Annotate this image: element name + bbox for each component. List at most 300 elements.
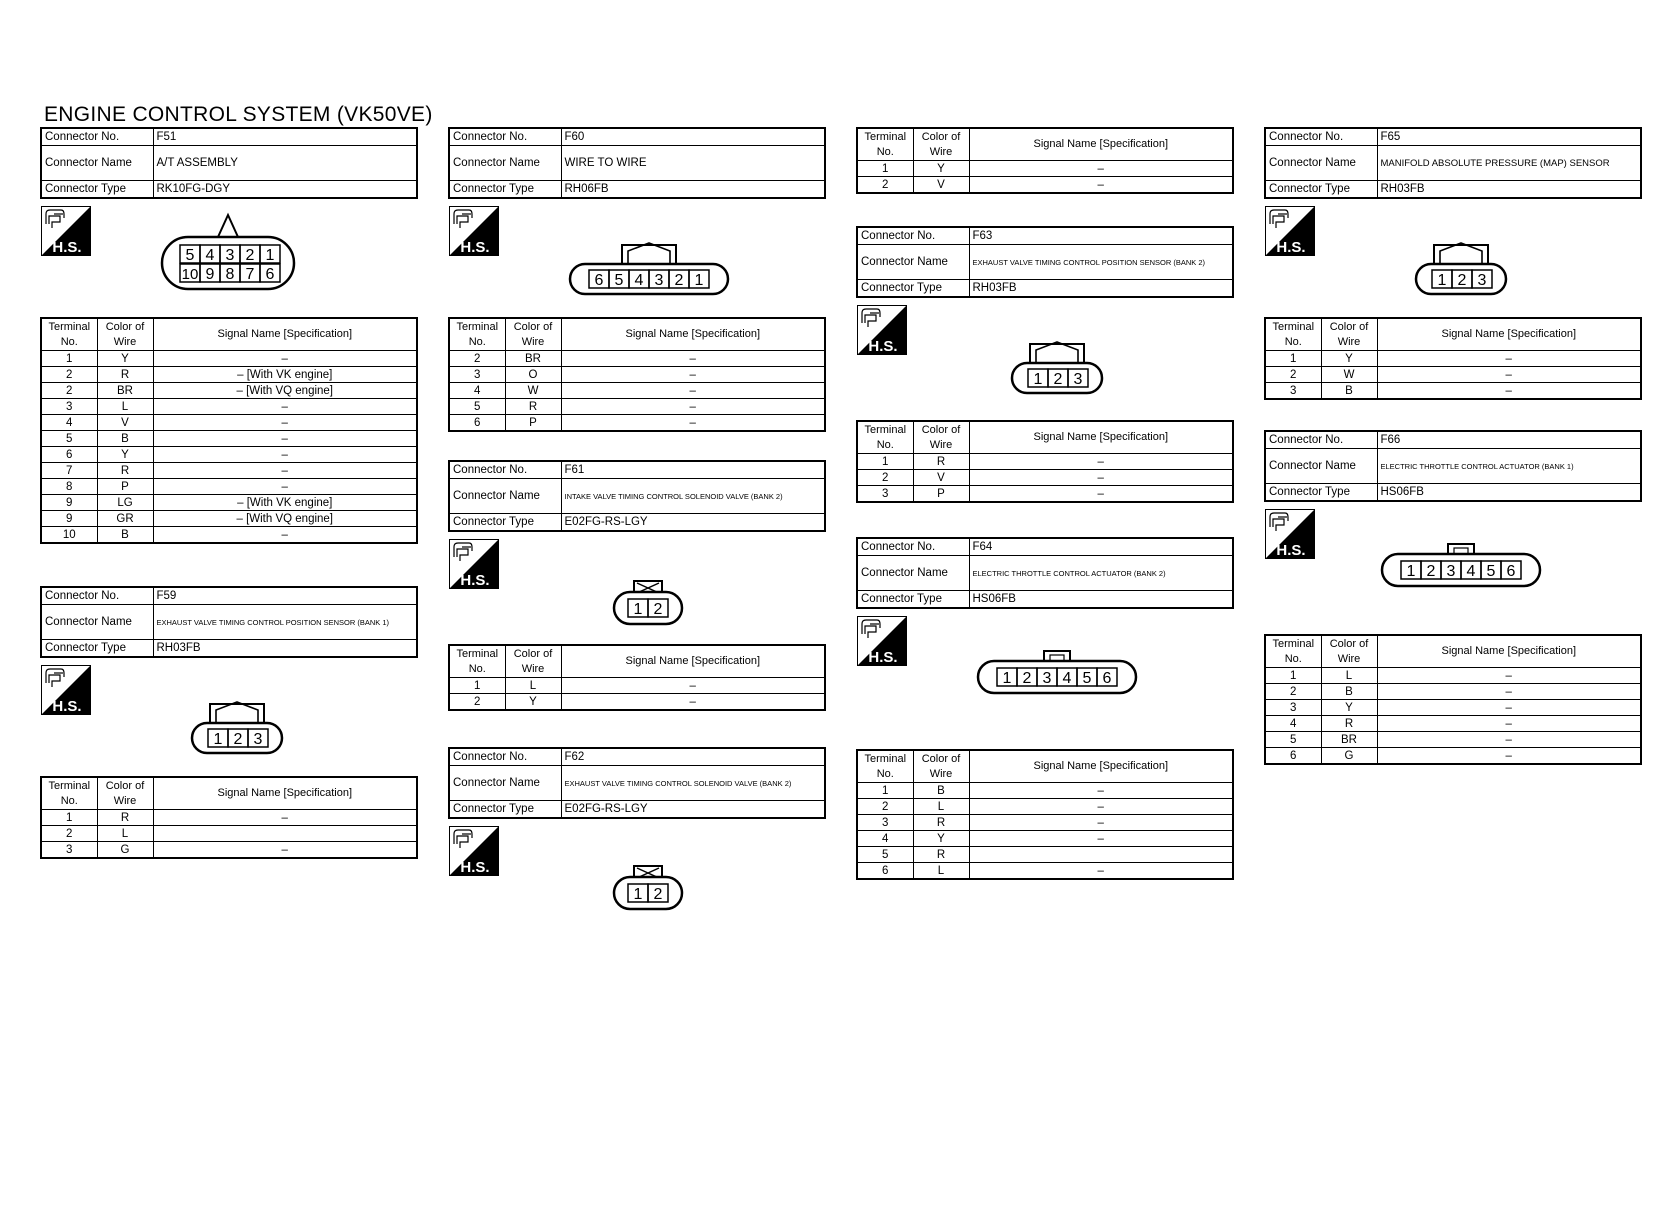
color-of-wire-header: Color of Wire [505,318,561,351]
wire-color: L [1321,668,1377,684]
color-of-wire-header: Color of Wire [913,421,969,454]
wire-color: B [97,431,153,447]
connector-no-label: Connector No. [449,128,561,146]
wire-color: W [1321,367,1377,383]
terminal-no: 3 [857,815,913,831]
terminal-no: 6 [449,415,505,432]
terminal-no: 6 [41,447,97,463]
wire-color: P [913,486,969,503]
terminal-no: 9 [41,495,97,511]
wire-color: Y [913,161,969,177]
page-title: ENGINE CONTROL SYSTEM (VK50VE) [44,103,433,126]
connector-name-value: WIRE TO WIRE [561,146,825,181]
pin-label: 3 [654,272,664,289]
signal-name: – [153,842,417,859]
signal-name: – [561,678,825,694]
pin-label: 2 [1053,371,1063,388]
terminal-table [856,127,1234,194]
signal-name: – [969,783,1233,799]
wire-color: BR [1321,732,1377,748]
table-row [857,161,1233,177]
terminal-no: 4 [1265,716,1321,732]
terminal-table [1264,317,1642,400]
pin-label: 2 [653,601,663,618]
wire-color: W [505,383,561,399]
connector-no-value: F66 [1377,431,1641,449]
table-row [41,511,417,527]
table-row [857,831,1233,847]
wire-color: L [97,399,153,415]
pin-label: 8 [225,266,235,283]
terminal-no: 5 [857,847,913,863]
pin-row-bottom [180,264,280,283]
connector-no-value: F61 [561,461,825,479]
connector-info-table [448,747,826,819]
connector-info-table [856,537,1234,609]
wire-color: L [505,678,561,694]
signal-name: – [561,415,825,432]
terminal-no-header: Terminal No. [857,750,913,783]
wire-color: R [97,810,153,826]
signal-name: – [1377,367,1641,383]
table-row [41,447,417,463]
table-row [41,415,417,431]
signal-name: – [With VK engine] [153,367,417,383]
harness-side-icon [449,826,499,876]
table-row [41,399,417,415]
pin-label: 3 [1446,563,1456,580]
wire-color: R [913,454,969,470]
terminal-table [856,420,1234,503]
signal-name-header: Signal Name [Specification] [153,318,417,351]
connector-info-table [448,127,826,199]
terminal-no-header: Terminal No. [857,128,913,161]
connector-no-label: Connector No. [1265,431,1377,449]
terminal-no: 2 [857,470,913,486]
wire-color: R [505,399,561,415]
connector-diagram [448,532,826,644]
pin-label: 4 [1466,563,1476,580]
signal-name: – [1377,383,1641,400]
signal-name: – [1377,700,1641,716]
connector-face-f65 [1412,239,1512,299]
signal-name: – [153,431,417,447]
connector-no-label: Connector No. [41,587,153,605]
table-row [1265,351,1641,367]
pin-label: 3 [253,731,263,748]
pin-label: 5 [1082,670,1092,687]
terminal-no: 1 [41,351,97,367]
connector-name-value: MANIFOLD ABSOLUTE PRESSURE (MAP) SENSOR [1377,146,1641,181]
terminal-table [448,644,826,711]
wire-color: Y [1321,700,1377,716]
wire-color: V [913,470,969,486]
harness-side-icon [1265,509,1315,559]
connector-type-value: RH03FB [1377,181,1641,199]
signal-name-header: Signal Name [Specification] [153,777,417,810]
terminal-no: 1 [449,678,505,694]
hs-label: H.S. [52,239,82,256]
connector-type-value: E02FG-RS-LGY [561,801,825,819]
signal-name: – [561,367,825,383]
connector-type-value: HS06FB [1377,484,1641,502]
connector-info-table [1264,430,1642,502]
connector-no-label: Connector No. [1265,128,1377,146]
terminal-no-header: Terminal No. [449,318,505,351]
signal-name: – [153,351,417,367]
connector-name-value: EXHAUST VALVE TIMING CONTROL POSITION SENSOR (BANK 2) [969,245,1233,280]
connector-f60 [448,127,826,432]
connector-type-label: Connector Type [41,640,153,658]
connector-diagram [40,199,418,317]
connector-name-label: Connector Name [449,766,561,801]
signal-name: – [561,351,825,367]
terminal-no: 3 [1265,700,1321,716]
terminal-no-header: Terminal No. [1265,635,1321,668]
hs-label: H.S. [1276,542,1306,559]
table-row [449,678,825,694]
connector-type-label: Connector Type [857,591,969,609]
column-4 [1264,127,1642,785]
connector-name-label: Connector Name [41,605,153,640]
connector-face-f59 [188,698,288,758]
connector-f64 [856,537,1234,880]
connector-diagram [40,658,418,776]
connector-type-label: Connector Type [1265,181,1377,199]
connector-info-table [856,226,1234,298]
terminal-no: 2 [449,694,505,711]
terminal-no: 2 [1265,367,1321,383]
pin-label: 2 [1457,272,1467,289]
signal-name: – [561,399,825,415]
wire-color: Y [505,694,561,711]
pin-label: 1 [1437,272,1447,289]
pin-label: 5 [185,247,195,264]
signal-name: – [153,463,417,479]
terminal-no: 7 [41,463,97,479]
table-row [857,177,1233,194]
connector-no-value: F59 [153,587,417,605]
signal-name: – [153,527,417,544]
terminal-no: 9 [41,511,97,527]
wire-color: R [97,367,153,383]
harness-side-icon [1265,206,1315,256]
connector-type-label: Connector Type [449,514,561,532]
connector-diagram [448,819,826,919]
signal-name: – [153,479,417,495]
wire-color: V [97,415,153,431]
signal-name: – [1377,732,1641,748]
hs-label: H.S. [52,698,82,715]
terminal-no: 2 [41,826,97,842]
wire-color: R [1321,716,1377,732]
terminal-no-header: Terminal No. [449,645,505,678]
table-row [41,495,417,511]
signal-name-header: Signal Name [Specification] [561,645,825,678]
wire-color: B [1321,684,1377,700]
terminal-no: 4 [857,831,913,847]
connector-name-label: Connector Name [1265,146,1377,181]
table-row [1265,668,1641,684]
connector-type-label: Connector Type [1265,484,1377,502]
connector-f65 [1264,127,1642,400]
table-row [41,383,417,399]
column-2 [448,127,826,939]
connector-f61 [448,460,826,711]
color-of-wire-header: Color of Wire [1321,635,1377,668]
pin-label: 3 [1073,371,1083,388]
terminal-no-header: Terminal No. [41,318,97,351]
signal-name: – [With VQ engine] [153,383,417,399]
pin-label: 3 [1477,272,1487,289]
table-row [857,815,1233,831]
table-row [449,694,825,711]
connector-diagram [448,199,826,317]
wire-color: Y [1321,351,1377,367]
signal-name: – [969,454,1233,470]
connector-no-value: F51 [153,128,417,146]
connector-diagram [1264,502,1642,634]
wire-color: B [913,783,969,799]
terminal-no: 1 [41,810,97,826]
connector-name-label: Connector Name [857,556,969,591]
connector-name-value: INTAKE VALVE TIMING CONTROL SOLENOID VALVE (BANK 2) [561,479,825,514]
table-row [857,454,1233,470]
table-row [449,351,825,367]
signal-name: – [153,415,417,431]
column-3 [856,127,1234,900]
pin-label: 2 [674,272,684,289]
connector-f59 [40,586,418,859]
terminal-table [40,776,418,859]
signal-name: – [969,470,1233,486]
color-of-wire-header: Color of Wire [505,645,561,678]
connector-info-table [40,586,418,658]
hs-label: H.S. [460,859,490,876]
terminal-no: 5 [41,431,97,447]
signal-name: – [969,863,1233,880]
terminal-no: 3 [41,842,97,859]
harness-side-icon [449,206,499,256]
table-row [41,810,417,826]
wire-color: LG [97,495,153,511]
connector-name-label: Connector Name [41,146,153,181]
pin-label: 2 [233,731,243,748]
table-row [41,479,417,495]
color-of-wire-header: Color of Wire [1321,318,1377,351]
pin-label: 1 [1002,670,1012,687]
wire-color: O [505,367,561,383]
table-row [449,367,825,383]
connector-face-f61 [610,578,686,628]
terminal-no: 2 [857,177,913,194]
terminal-no: 3 [857,486,913,503]
connector-type-label: Connector Type [449,181,561,199]
connector-no-label: Connector No. [857,227,969,245]
pin-label: 9 [205,266,215,283]
connector-type-label: Connector Type [449,801,561,819]
terminal-table [856,749,1234,880]
terminal-table-continued [856,127,1234,194]
signal-name: – [153,399,417,415]
harness-side-icon [449,539,499,589]
table-row [1265,367,1641,383]
connector-type-value: RH03FB [153,640,417,658]
signal-name: – [969,815,1233,831]
terminal-no: 8 [41,479,97,495]
wire-color: Y [97,351,153,367]
terminal-no: 3 [1265,383,1321,400]
table-row [41,431,417,447]
signal-name-header: Signal Name [Specification] [969,421,1233,454]
terminal-no-header: Terminal No. [857,421,913,454]
connector-type-label: Connector Type [41,181,153,199]
pin-label: 5 [1486,563,1496,580]
terminal-no: 2 [449,351,505,367]
connector-type-value: RH06FB [561,181,825,199]
wire-color: L [97,826,153,842]
table-row [41,463,417,479]
table-row [1265,716,1641,732]
signal-name [153,826,417,842]
connector-no-value: F62 [561,748,825,766]
color-of-wire-header: Color of Wire [97,318,153,351]
pin-label: 2 [245,247,255,264]
connector-face-f63 [1008,338,1108,398]
column-1 [40,127,418,879]
hs-label: H.S. [460,239,490,256]
connector-name-value: A/T ASSEMBLY [153,146,417,181]
connector-no-value: F65 [1377,128,1641,146]
connector-type-value: HS06FB [969,591,1233,609]
terminal-no: 4 [41,415,97,431]
hs-label: H.S. [868,338,898,355]
table-row [41,842,417,859]
pin-label: 1 [1033,371,1043,388]
pin-label: 4 [1062,670,1072,687]
connector-f66 [1264,430,1642,765]
pin-label: 2 [1426,563,1436,580]
terminal-table [448,317,826,432]
wire-color: R [97,463,153,479]
signal-name: – [969,831,1233,847]
signal-name: – [969,486,1233,503]
wire-color: G [97,842,153,859]
pin-label: 1 [633,886,643,903]
wire-color: Y [913,831,969,847]
connector-type-value: E02FG-RS-LGY [561,514,825,532]
table-row [449,415,825,432]
connector-diagram [1264,199,1642,317]
table-row [857,486,1233,503]
wire-color: B [1321,383,1377,400]
terminal-no: 6 [857,863,913,880]
harness-side-icon [41,206,91,256]
terminal-no: 5 [1265,732,1321,748]
pin-label: 4 [205,247,215,264]
hs-label: H.S. [868,649,898,666]
connector-face-f60 [566,239,732,299]
connector-no-value: F60 [561,128,825,146]
wire-color: P [505,415,561,432]
signal-name: – [969,799,1233,815]
connector-face-f62 [610,863,686,913]
pin-label: 6 [265,266,275,283]
signal-name: – [With VQ engine] [153,511,417,527]
table-row [41,527,417,544]
signal-name: – [1377,748,1641,765]
pin-label: 6 [594,272,604,289]
wire-color: R [913,847,969,863]
terminal-no: 1 [857,454,913,470]
table-row [1265,383,1641,400]
pin-label: 4 [634,272,644,289]
table-row [449,383,825,399]
signal-name: – [153,447,417,463]
connector-info-table [40,127,418,199]
wire-color: P [97,479,153,495]
wire-color: GR [97,511,153,527]
wire-color: L [913,863,969,880]
terminal-no: 3 [449,367,505,383]
connector-f63 [856,226,1234,503]
signal-name: – [1377,716,1641,732]
terminal-no: 1 [857,161,913,177]
signal-name-header: Signal Name [Specification] [969,128,1233,161]
wire-color: B [97,527,153,544]
table-row [41,367,417,383]
connector-name-value: EXHAUST VALVE TIMING CONTROL POSITION SENSOR (BANK 1) [153,605,417,640]
connector-name-label: Connector Name [449,146,561,181]
harness-side-icon [857,305,907,355]
wire-color: BR [97,383,153,399]
signal-name: – [969,177,1233,194]
wire-color: V [913,177,969,194]
connector-no-value: F63 [969,227,1233,245]
signal-name: – [153,810,417,826]
connector-no-label: Connector No. [449,461,561,479]
signal-name: – [969,161,1233,177]
connector-name-value: ELECTRIC THROTTLE CONTROL ACTUATOR (BANK 2) [969,556,1233,591]
terminal-no: 1 [1265,351,1321,367]
wire-color: G [1321,748,1377,765]
connector-no-label: Connector No. [449,748,561,766]
pin-label: 1 [265,247,275,264]
connector-no-value: F64 [969,538,1233,556]
terminal-no-header: Terminal No. [41,777,97,810]
connector-face-f51 [160,209,300,309]
signal-name: – [561,383,825,399]
pin-label: 1 [213,731,223,748]
terminal-no: 4 [449,383,505,399]
signal-name-header: Signal Name [Specification] [561,318,825,351]
terminal-no: 2 [41,367,97,383]
pin-label: 3 [225,247,235,264]
pin-label: 3 [1042,670,1052,687]
connector-name-label: Connector Name [857,245,969,280]
signal-name-header: Signal Name [Specification] [1377,635,1641,668]
connector-no-label: Connector No. [857,538,969,556]
signal-name: – [1377,684,1641,700]
table-row [449,399,825,415]
table-row [857,863,1233,880]
terminal-table [40,317,418,544]
table-row [41,826,417,842]
connector-type-value: RH03FB [969,280,1233,298]
signal-name: – [561,694,825,711]
pin-label: 6 [1506,563,1516,580]
wire-color: BR [505,351,561,367]
